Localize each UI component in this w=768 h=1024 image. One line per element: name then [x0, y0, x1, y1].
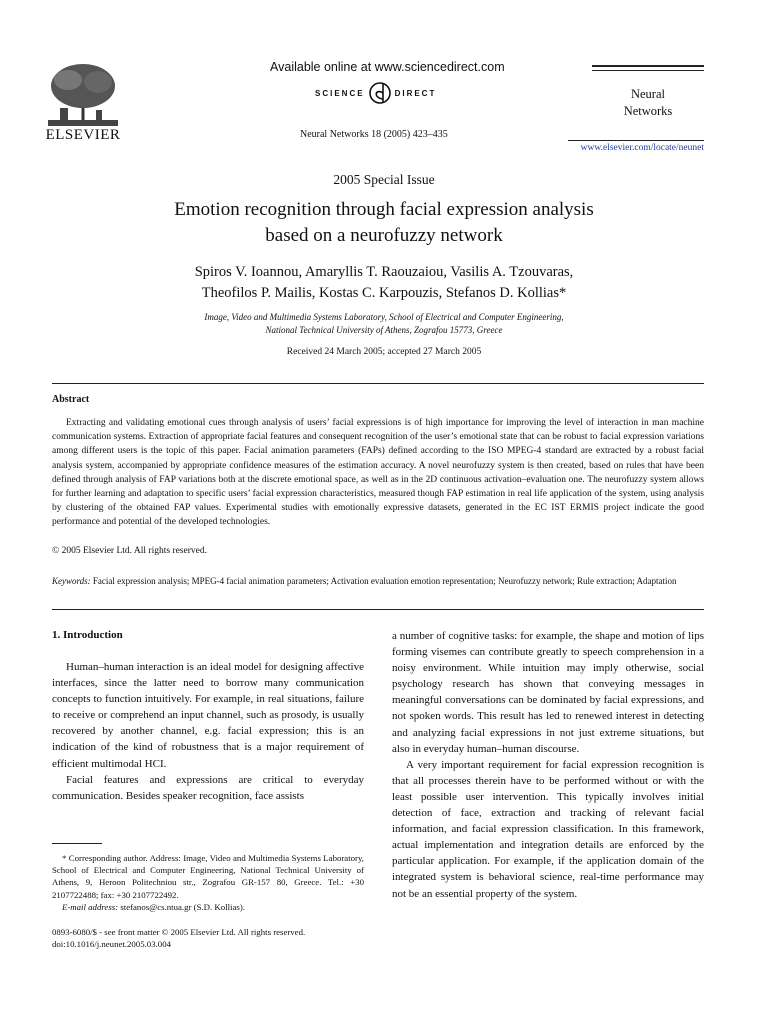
author-list [90, 262, 678, 304]
authors-line1: Spiros V. Ioannou, Amaryllis T. Raouzaiou, Vasilis A. Tzouvaras, [194, 264, 574, 280]
header-rule [592, 65, 704, 67]
journal-rule [568, 140, 704, 141]
journal-name-line2: Networks [623, 104, 673, 118]
left-column [52, 659, 364, 804]
intro-paragraph-1: Human–human interaction is an ideal model for designing affective interfaces, since the latter need to borrow many communication concepts to function intuitively. For example, in real situations, failure to receive or comprehend an input channel, such as prosody, is usually recovered by another channel, e.g. facial expression; this is an indication of the kind of robustness that is a major requirement of efficient multimodal HCI. [52, 661, 364, 770]
right-column [392, 628, 704, 902]
article-title-line1: Emotion recognition through facial expression analysis [174, 199, 594, 220]
available-online-text[interactable]: Available online at www.sciencedirect.com [270, 60, 505, 74]
sciencedirect-left-text: SCIENCE [315, 88, 365, 98]
doi-line[interactable]: doi:10.1016/j.neunet.2005.03.004 [52, 939, 171, 950]
keywords [52, 575, 704, 589]
special-issue-label: 2005 Special Issue [333, 172, 435, 187]
abstract-heading: Abstract [52, 394, 90, 405]
sciencedirect-logo [315, 80, 436, 106]
footnote-rule [52, 843, 102, 844]
abstract-copyright: © 2005 Elsevier Ltd. All rights reserved. [52, 546, 207, 556]
abstract-bottom-rule [52, 609, 704, 610]
affiliation [90, 311, 678, 337]
journal-url-link[interactable]: www.elsevier.com/locate/neunet [580, 143, 704, 153]
keywords-label: Keywords: [52, 576, 91, 586]
section-heading-introduction: 1. Introduction [52, 629, 123, 641]
email-address[interactable]: stefanos@cs.ntua.gr (S.D. Kollias). [118, 901, 245, 912]
corresponding-author-note: * Corresponding author. Address: Image, Video and Multimedia Systems Laboratory, School of Electrical and Computer Engineering, National Technical University of Athens, 9, Heroon Politechniou str., Zografou GR-157 80, Greece. Tel.: +30 2107722488; fax: +30 2107722492. [52, 853, 364, 900]
issn-line: 0893-6080/$ - see front matter © 2005 Elsevier Ltd. All rights reserved. [52, 927, 306, 937]
article-title [60, 197, 708, 249]
authors-line2: Theofilos P. Mailis, Kostas C. Karpouzis, Stefanos D. Kollias* [201, 285, 567, 301]
sciencedirect-right-text: DIRECT [394, 88, 437, 98]
abstract-top-rule [52, 383, 704, 384]
front-matter-info [52, 926, 364, 950]
intro-paragraph-4: A very important requirement for facial expression recognition is that all processes therein have to be performed without or with the least possible user intervention. This typically involves initial detection of face, extraction and tracking of relevant facial information, and facial expression classification. In this framework, actual implementation and integration details are enforced by the particular application. For example, if the application domain of the integrated system is behavioral science, real-time performance may not be an essential property of the system. [392, 758, 704, 900]
sciencedirect-d-icon [367, 80, 393, 106]
abstract-body [52, 416, 704, 530]
article-title-line2: based on a neurofuzzy network [265, 225, 503, 246]
keywords-list: Facial expression analysis; MPEG-4 facial animation parameters; Activation evaluation emotion representation; Neurofuzzy network; Rule extraction; Adaptation [90, 576, 677, 586]
affiliation-line1: Image, Video and Multimedia Systems Laboratory, School of Electrical and Computer Engineering, [204, 312, 564, 322]
intro-paragraph-2: Facial features and expressions are critical to everyday communication. Besides speaker recognition, face assists [52, 773, 364, 802]
email-label: E-mail address: [62, 901, 119, 912]
journal-reference: Neural Networks 18 (2005) 423–435 [300, 129, 448, 140]
intro-paragraph-3: a number of cognitive tasks: for example, the shape and motion of lips forming visemes can contribute greatly to speech comprehension in a noisy environment. While intuition may imply otherwise, social psychology research has shown that conveying messages in meaningful conversations can be dominated by facial expressions, and not spoken words. This result has led to renewed interest in detecting and analyzing facial expressions in not just extreme situations, but also in everyday human–human discourse. [392, 630, 704, 755]
publisher-logo-text: ELSEVIER [45, 127, 121, 143]
received-dates: Received 24 March 2005; accepted 27 March 2005 [286, 347, 482, 357]
abstract-text: Extracting and validating emotional cues through analysis of users’ facial expressions is of high importance for improving the level of interaction in man machine communication systems. Extraction of appropriate facial features and consequent recognition of the user’s emotional state that can be robust to facial expression variations among different users is the topic of this paper. Facial animation parameters (FAPs) defined according to the ISO MPEG-4 standard are extracted by a robust facial analysis system, accompanied by appropriate confidence measures of the estimation accuracy. A novel neurofuzzy system is then created, based on rules that have been defined through analysis of FAP variations both at the discrete emotional space, as well as in the 2D continuous activation–evaluation one. The neurofuzzy system allows for further learning and adaptation to specific users’ facial expression characteristics, measured though FAP estimation in real life application of the system, using analysis by clustering of the obtained FAP values. Experimental studies with emotionally expressive datasets, generated in the EC IST ERMIS project indicate the good performance and potential of the developed technologies. [52, 418, 704, 528]
footnote [52, 852, 364, 913]
affiliation-line2: National Technical University of Athens, Zografou 15773, Greece [265, 325, 503, 335]
journal-name-line1: Neural [630, 87, 665, 101]
journal-name [600, 86, 696, 120]
header-rule-thin [592, 70, 704, 71]
